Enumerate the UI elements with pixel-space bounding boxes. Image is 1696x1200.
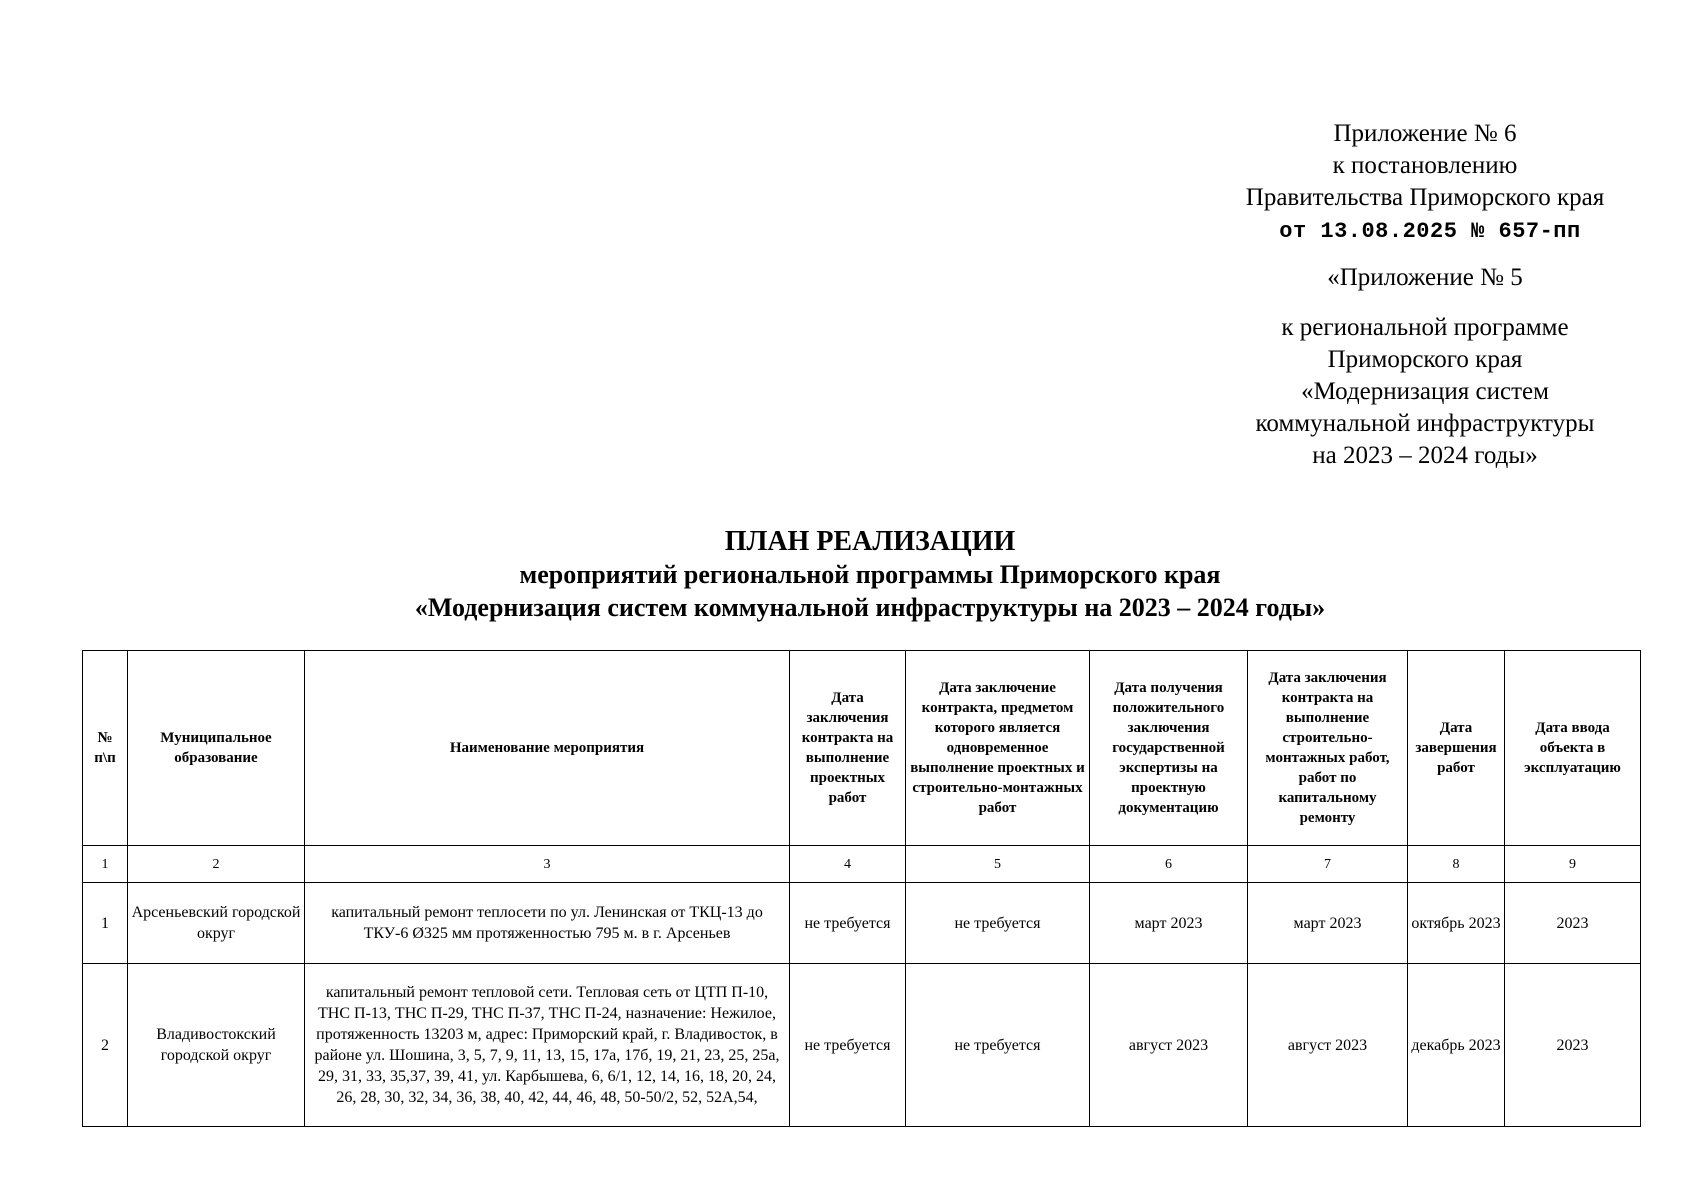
header-event-name: Наименование мероприятия bbox=[305, 651, 790, 846]
row-design-contract: не требуется bbox=[790, 883, 906, 964]
row-design-contract: не требуется bbox=[790, 964, 906, 1127]
row-expertise: август 2023 bbox=[1090, 964, 1248, 1127]
row-combined-contract: не требуется bbox=[906, 883, 1090, 964]
row-commissioning: 2023 bbox=[1505, 883, 1641, 964]
column-number: 3 bbox=[305, 846, 790, 883]
implementation-plan-table bbox=[82, 650, 1641, 1127]
title-line-3: «Модернизация систем коммунальной инфраструктуры на 2023 – 2024 годы» bbox=[414, 593, 1326, 622]
column-number: 4 bbox=[790, 846, 906, 883]
appendix-line-2: к постановлению bbox=[1332, 152, 1518, 179]
table-row bbox=[83, 964, 1641, 1127]
header-commissioning: Дата ввода объекта в эксплуатацию bbox=[1505, 651, 1641, 846]
row-num: 1 bbox=[83, 883, 128, 964]
row-construction-contract: август 2023 bbox=[1248, 964, 1408, 1127]
appendix-sub-6: на 2023 – 2024 годы» bbox=[1312, 442, 1538, 469]
row-commissioning: 2023 bbox=[1505, 964, 1641, 1127]
title-line-2: мероприятий региональной программы Приморского края bbox=[519, 560, 1221, 589]
appendix-sub-1: «Приложение № 5 bbox=[1327, 264, 1523, 291]
header-num: № п\п bbox=[83, 651, 128, 846]
row-combined-contract: не требуется bbox=[906, 964, 1090, 1127]
header-design-contract: Дата заключения контракта на выполнение проектных работ bbox=[790, 651, 906, 846]
header-municipality: Муниципальное образование bbox=[128, 651, 305, 846]
title-line-1: ПЛАН РЕАЛИЗАЦИИ bbox=[724, 526, 1016, 557]
column-number: 6 bbox=[1090, 846, 1248, 883]
row-municipality: Арсеньевский городской округ bbox=[128, 883, 305, 964]
row-completion: октябрь 2023 bbox=[1408, 883, 1505, 964]
appendix-line-1: Приложение № 6 bbox=[1333, 120, 1517, 147]
header-expertise: Дата получения положительного заключения государственной экспертизы на проектную документацию bbox=[1090, 651, 1248, 846]
column-number: 8 bbox=[1408, 846, 1505, 883]
header-construction-contract: Дата заключения контракта на выполнение строительно-монтажных работ, работ по капитальному ремонту bbox=[1248, 651, 1408, 846]
column-number: 7 bbox=[1248, 846, 1408, 883]
document-title bbox=[80, 525, 1660, 624]
column-number: 2 bbox=[128, 846, 305, 883]
table-header-row bbox=[83, 651, 1641, 846]
table-row bbox=[83, 883, 1641, 964]
row-expertise: март 2023 bbox=[1090, 883, 1248, 964]
appendix-sub-4: «Модернизация систем bbox=[1301, 378, 1549, 405]
header-combined-contract: Дата заключение контракта, предметом которого является одновременное выполнение проектных и строительно-монтажных работ bbox=[906, 651, 1090, 846]
row-event-name: капитальный ремонт тепловой сети. Тепловая сеть от ЦТП П-10, ТНС П-13, ТНС П-29, ТНС П-37, ТНС П-24, назначение: Нежилое, протяженность 13203 м, адрес: Приморский край, г. Владивосток, в районе ул. Шошина, 3, 5, 7, 9, 11, 13, 15, 17а, 17б, 19, 21, 23, 25, 25а, 29, 31, 33, 35,37, 39, 41, ул. Карбышева, 6, 6/1, 12, 14, 16, 18, 20, 24, 26, 28, 30, 32, 34, 36, 38, 40, 42, 44, 46, 48, 50-50/2, 52, 52А,54, bbox=[305, 964, 790, 1127]
row-num: 2 bbox=[83, 964, 128, 1127]
row-event-name: капитальный ремонт теплосети по ул. Ленинская от ТКЦ-13 до ТКУ-6 Ø325 мм протяженностью 795 м. в г. Арсеньев bbox=[305, 883, 790, 964]
column-number: 1 bbox=[83, 846, 128, 883]
column-number: 5 bbox=[906, 846, 1090, 883]
row-completion: декабрь 2023 bbox=[1408, 964, 1505, 1127]
column-number: 9 bbox=[1505, 846, 1641, 883]
header-completion: Дата завершения работ bbox=[1408, 651, 1505, 846]
appendix-block bbox=[1200, 118, 1650, 472]
column-number-row bbox=[83, 846, 1641, 883]
decree-number: от 13.08.2025 № 657-пп bbox=[1279, 219, 1581, 244]
appendix-line-3: Правительства Приморского края bbox=[1245, 184, 1605, 211]
appendix-sub-3: Приморского края bbox=[1327, 346, 1523, 373]
appendix-sub-2: к региональной программе bbox=[1281, 314, 1569, 341]
appendix-sub-5: коммунальной инфраструктуры bbox=[1255, 410, 1595, 437]
row-municipality: Владивостокский городской округ bbox=[128, 964, 305, 1127]
row-construction-contract: март 2023 bbox=[1248, 883, 1408, 964]
